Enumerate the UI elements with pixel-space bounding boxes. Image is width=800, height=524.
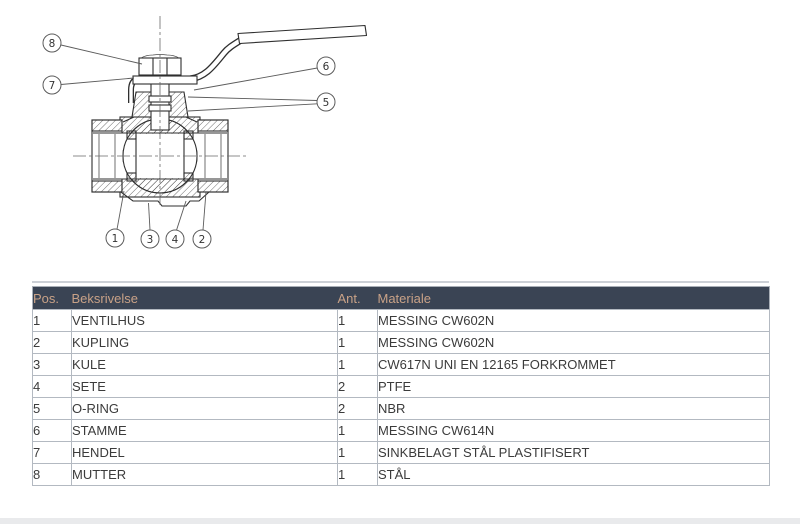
material-cell: MESSING CW614N <box>378 420 770 442</box>
pos-cell: 8 <box>33 464 72 486</box>
material-cell: NBR <box>378 398 770 420</box>
svg-text:4: 4 <box>171 233 179 246</box>
table-row <box>33 442 770 464</box>
quantity-cell: 1 <box>338 442 378 464</box>
table-top-divider <box>32 281 769 283</box>
seat-top-right <box>184 131 193 139</box>
table-row <box>33 420 770 442</box>
handle-grip <box>238 26 367 44</box>
valve-drawing <box>0 0 420 268</box>
description-cell: KULE <box>72 354 338 376</box>
svg-text:3: 3 <box>146 233 154 246</box>
description-cell: MUTTER <box>72 464 338 486</box>
handle-plate <box>133 76 197 84</box>
material-cell: MESSING CW602N <box>378 310 770 332</box>
svg-text:6: 6 <box>322 60 330 73</box>
description-cell: O-RING <box>72 398 338 420</box>
table-row <box>33 464 770 486</box>
quantity-cell: 1 <box>338 310 378 332</box>
description-cell: KUPLING <box>72 332 338 354</box>
description-cell: SETE <box>72 376 338 398</box>
parts-table <box>32 286 770 486</box>
svg-text:8: 8 <box>48 37 56 50</box>
pos-cell: 6 <box>33 420 72 442</box>
table-row <box>33 310 770 332</box>
pos-cell: 2 <box>33 332 72 354</box>
quantity-cell: 2 <box>338 376 378 398</box>
table-row <box>33 398 770 420</box>
table-header-row <box>33 287 770 310</box>
column-header-ant: Ant. <box>338 287 378 310</box>
material-cell: SINKBELAGT STÅL PLASTIFISERT <box>378 442 770 464</box>
material-cell: PTFE <box>378 376 770 398</box>
description-cell: HENDEL <box>72 442 338 464</box>
material-cell: STÅL <box>378 464 770 486</box>
callout-3 <box>141 203 159 248</box>
pos-cell: 5 <box>33 398 72 420</box>
column-header-materiale: Materiale <box>378 287 770 310</box>
material-cell: CW617N UNI EN 12165 FORKROMMET <box>378 354 770 376</box>
pos-cell: 7 <box>33 442 72 464</box>
seat-bottom-left <box>127 173 136 181</box>
pos-cell: 3 <box>33 354 72 376</box>
quantity-cell: 2 <box>338 398 378 420</box>
callout-5 <box>188 93 335 111</box>
callout-1 <box>106 191 124 247</box>
table-row <box>33 332 770 354</box>
callout-8 <box>43 34 142 64</box>
callout-7 <box>43 76 134 94</box>
svg-text:1: 1 <box>111 232 119 245</box>
callout-4 <box>166 201 186 248</box>
quantity-cell: 1 <box>338 420 378 442</box>
table-row <box>33 354 770 376</box>
callout-2 <box>193 192 211 248</box>
description-cell: STAMME <box>72 420 338 442</box>
bottom-edge-strip <box>0 518 800 524</box>
quantity-cell: 1 <box>338 354 378 376</box>
column-header-pos: Pos. <box>33 287 72 310</box>
description-cell: VENTILHUS <box>72 310 338 332</box>
seat-bottom-right <box>184 173 193 181</box>
svg-text:5: 5 <box>322 96 330 109</box>
column-header-beskrivelse: Beksrivelse <box>72 287 338 310</box>
quantity-cell: 1 <box>338 464 378 486</box>
svg-text:7: 7 <box>48 79 56 92</box>
table-row <box>33 376 770 398</box>
pos-cell: 4 <box>33 376 72 398</box>
svg-text:2: 2 <box>198 233 206 246</box>
pos-cell: 1 <box>33 310 72 332</box>
parts-table-section <box>32 281 769 486</box>
material-cell: MESSING CW602N <box>378 332 770 354</box>
quantity-cell: 1 <box>338 332 378 354</box>
seat-top-left <box>127 131 136 139</box>
